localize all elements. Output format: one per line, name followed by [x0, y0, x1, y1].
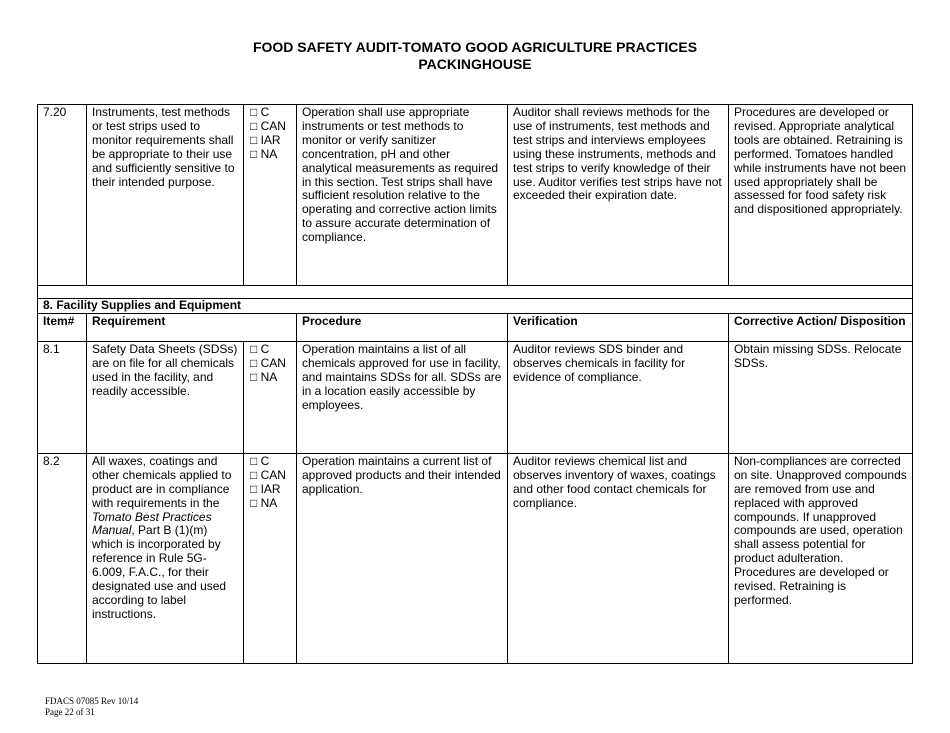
section-title: 8. Facility Supplies and Equipment: [38, 299, 913, 314]
verification-cell: Auditor shall reviews methods for the use of instruments, test methods and test strips and interviews employees using these instruments, methods and test strips to verify knowledge of their use. Auditor verifies test strips have not exceeded their expiration date.: [508, 105, 729, 286]
section-title-row: [38, 299, 913, 314]
requirement-text-1: All waxes, coatings and other chemicals applied to product are in compliance with requirements in the: [92, 453, 232, 510]
corrective-action-cell: Obtain missing SDSs. Relocate SDSs.: [729, 341, 913, 453]
checkbox-iar[interactable]: □ IAR: [250, 132, 281, 147]
header-row: [38, 313, 913, 341]
manual-title: Tomato Best Practices Manual: [92, 509, 212, 538]
page-number: Page 22 of 31: [45, 707, 95, 717]
table-row: [38, 105, 913, 286]
table-row: [38, 453, 913, 663]
form-number: FDACS 07085 Rev 10/14: [45, 696, 139, 706]
checkbox-iar[interactable]: □ IAR: [250, 481, 281, 496]
requirement-text-2: , Part B (1)(m) which is incorporated by reference in Rule 5G-6.009, F.A.C., for their designated use and used according to label instructions.: [92, 523, 227, 621]
checkbox-na[interactable]: □ NA: [250, 495, 278, 510]
item-number: 8.1: [38, 341, 87, 453]
audit-table: [37, 104, 913, 664]
procedure-cell: Operation maintains a list of all chemicals approved for use in facility, and maintains SDSs for all. SDSs are in a location easily accessible by employees.: [297, 341, 508, 453]
checkbox-c[interactable]: □ C: [250, 453, 270, 468]
requirement-cell: Instruments, test methods or test strips used to monitor requirements shall be appropriate to their use and sufficiently sensitive to their intended purpose.: [87, 105, 244, 286]
item-number: 8.2: [38, 453, 87, 663]
compliance-options: [244, 341, 297, 453]
table-row: [38, 341, 913, 453]
header-verification: Verification: [508, 313, 729, 341]
procedure-cell: Operation shall use appropriate instruments or test methods to monitor or verify sanitizer concentration, pH and other analytical measurements as required in this section. Test strips shall have sufficient resolution relative to the operating and corrective action limits to assure accurate determination of compliance.: [297, 105, 508, 286]
checkbox-can[interactable]: □ CAN: [250, 118, 286, 133]
page-subtitle: PACKINGHOUSE: [418, 56, 532, 72]
requirement-cell: Safety Data Sheets (SDSs) are on file for all chemicals used in the facility, and readily accessible.: [87, 341, 244, 453]
compliance-options: [244, 453, 297, 663]
requirement-cell: [87, 453, 244, 663]
checkbox-can[interactable]: □ CAN: [250, 355, 286, 370]
checkbox-na[interactable]: □ NA: [250, 146, 278, 161]
page-title: FOOD SAFETY AUDIT-TOMATO GOOD AGRICULTURE PRACTICES: [252, 39, 698, 55]
checkbox-c[interactable]: □ C: [250, 341, 270, 356]
header-item: Item#: [38, 313, 87, 341]
verification-cell: Auditor reviews SDS binder and observes chemicals in facility for evidence of compliance.: [508, 341, 729, 453]
spacer-row: [38, 286, 913, 299]
corrective-action-cell: Procedures are developed or revised. Appropriate analytical tools are obtained. Retraining is performed. Tomatoes handled while instruments have not been used appropriately shall be assessed for food safety risk and dispositioned appropriately.: [729, 105, 913, 286]
checkbox-na[interactable]: □ NA: [250, 369, 278, 384]
header-requirement: Requirement: [87, 313, 297, 341]
procedure-cell: Operation maintains a current list of approved products and their intended application.: [297, 453, 508, 663]
verification-cell: Auditor reviews chemical list and observes inventory of waxes, coatings and other food contact chemicals for compliance.: [508, 453, 729, 663]
corrective-action-cell: Non-compliances are corrected on site. Unapproved compounds are removed from use and replaced with approved compounds. If unapproved compounds are used, operation shall assess potential for product adulteration. Procedures are developed or revised. Retraining is performed.: [729, 453, 913, 663]
compliance-options: [244, 105, 297, 286]
header-corrective-action: Corrective Action/ Disposition: [729, 313, 913, 341]
checkbox-c[interactable]: □ C: [250, 105, 270, 119]
header-procedure: Procedure: [297, 313, 508, 341]
item-number: 7.20: [38, 105, 87, 286]
checkbox-can[interactable]: □ CAN: [250, 467, 286, 482]
